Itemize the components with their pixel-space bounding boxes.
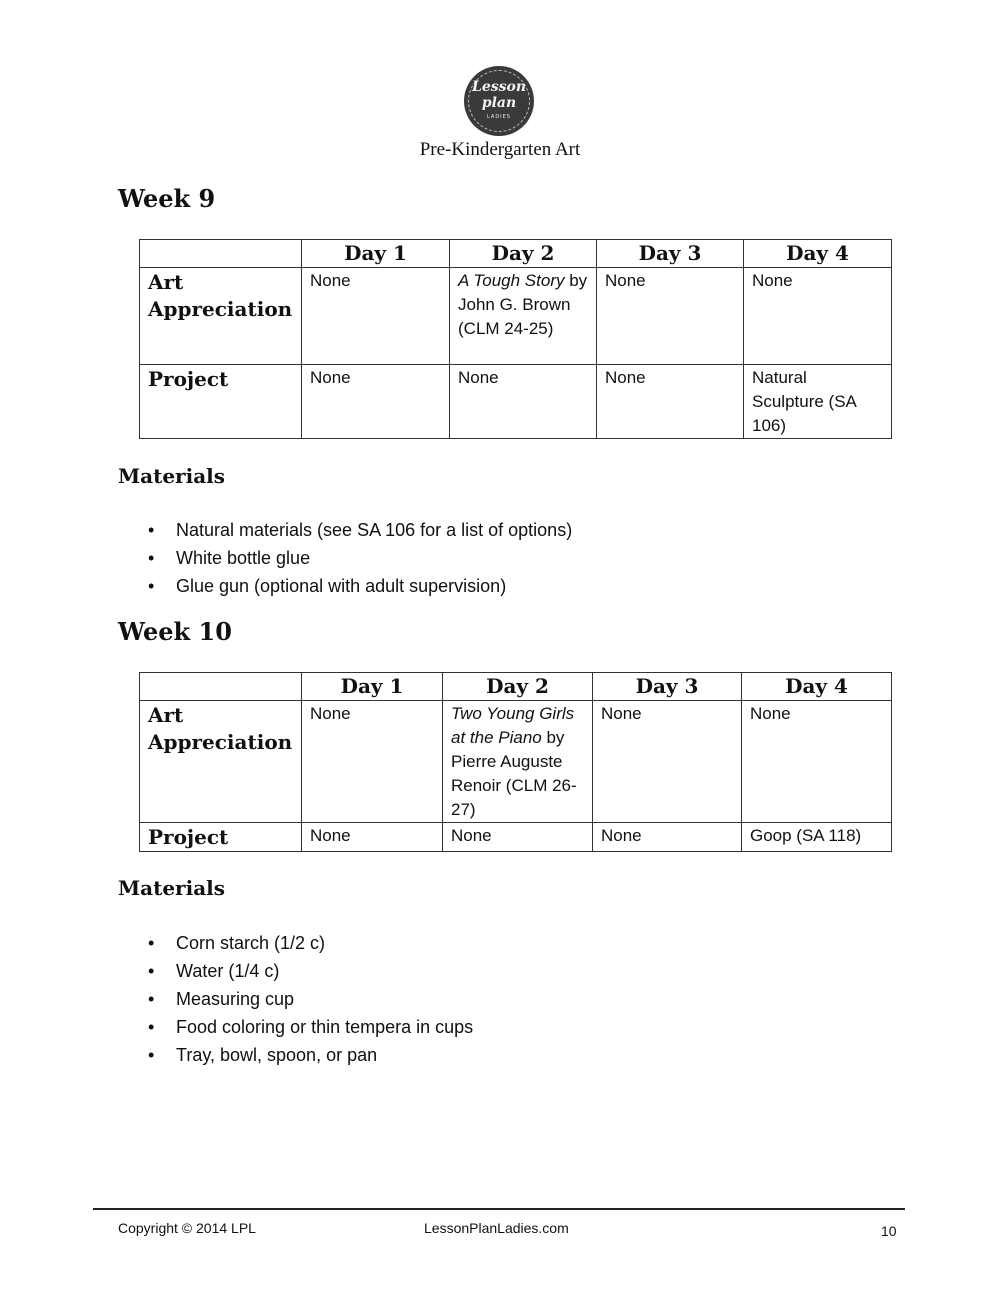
row-label-line-2: Appreciation [148,297,293,321]
cell-day-1: None [302,365,450,439]
footer-divider [93,1208,905,1210]
list-item: • Measuring cup [148,985,473,1013]
header-day-1: Day 1 [302,240,450,268]
cell-day-1: None [302,268,450,365]
cell-day-1: None [302,823,443,852]
table-header-row [140,673,892,701]
artwork-credit: by Pierre Auguste Renoir (CLM 26-27) [451,728,577,819]
footer-page-number: 10 [881,1223,897,1239]
cell-day-3: None [597,268,744,365]
cell-day-3: None [593,701,742,823]
list-item: • Tray, bowl, spoon, or pan [148,1041,473,1069]
footer-copyright: Copyright © 2014 LPL [118,1220,256,1236]
logo-line-3: LADIES [487,114,511,120]
row-label-line-1: Art [148,703,184,727]
header-day-2: Day 2 [450,240,597,268]
header-day-1: Day 1 [302,673,443,701]
list-item: • Corn starch (1/2 c) [148,929,473,957]
list-item: • Natural materials (see SA 106 for a list of options) [148,516,572,544]
week-10-materials-title: Materials [118,876,226,900]
cell-day-2: None [443,823,593,852]
list-item: • White bottle glue [148,544,572,572]
table-header-row [140,240,892,268]
header-day-4: Day 4 [744,240,892,268]
week-10-materials-list [148,929,473,1069]
artwork-title: A Tough Story [458,271,565,290]
week-10-title: Week 10 [118,617,232,646]
header-day-4: Day 4 [742,673,892,701]
lesson-plan-ladies-logo [464,66,534,136]
document-subtitle: Pre-Kindergarten Art [419,139,581,160]
row-label-project: Project [140,823,302,852]
table-row-project [140,823,892,852]
artwork-credit: by John G. Brown (CLM 24-25) [458,271,588,338]
header-day-2: Day 2 [443,673,593,701]
header-empty-cell [140,673,302,701]
cell-day-4: Goop (SA 118) [742,823,892,852]
week-10-schedule-table [139,672,892,852]
header-day-3: Day 3 [597,240,744,268]
cell-day-4: None [744,268,892,365]
row-label-art-appreciation [140,268,302,365]
logo-line-1: Lesson [471,79,527,95]
cell-day-2 [443,701,593,823]
row-label-project: Project [140,365,302,439]
cell-day-3: None [597,365,744,439]
cell-day-4: Natural Sculpture (SA 106) [744,365,892,439]
cell-day-4: None [742,701,892,823]
week-9-materials-title: Materials [118,464,226,488]
cell-day-2 [450,268,597,365]
week-9-materials-list [148,516,572,600]
week-9-title: Week 9 [118,184,216,213]
week-9-schedule-table [139,239,892,439]
artwork-title: Two Young Girls at the Piano [451,704,575,747]
list-item: • Water (1/4 c) [148,957,473,985]
list-item: • Glue gun (optional with adult supervision) [148,572,572,600]
table-row-project [140,365,892,439]
cell-day-2: None [450,365,597,439]
list-item: • Food coloring or thin tempera in cups [148,1013,473,1041]
cell-day-3: None [593,823,742,852]
header-day-3: Day 3 [593,673,742,701]
row-label-line-2: Appreciation [148,730,293,754]
table-row-art-appreciation [140,268,892,365]
logo-line-2: plan [481,95,517,111]
table-row-art-appreciation [140,701,892,823]
header-empty-cell [140,240,302,268]
row-label-line-1: Art [148,270,184,294]
row-label-art-appreciation [140,701,302,823]
cell-day-1: None [302,701,443,823]
footer-website: LessonPlanLadies.com [424,1220,569,1236]
